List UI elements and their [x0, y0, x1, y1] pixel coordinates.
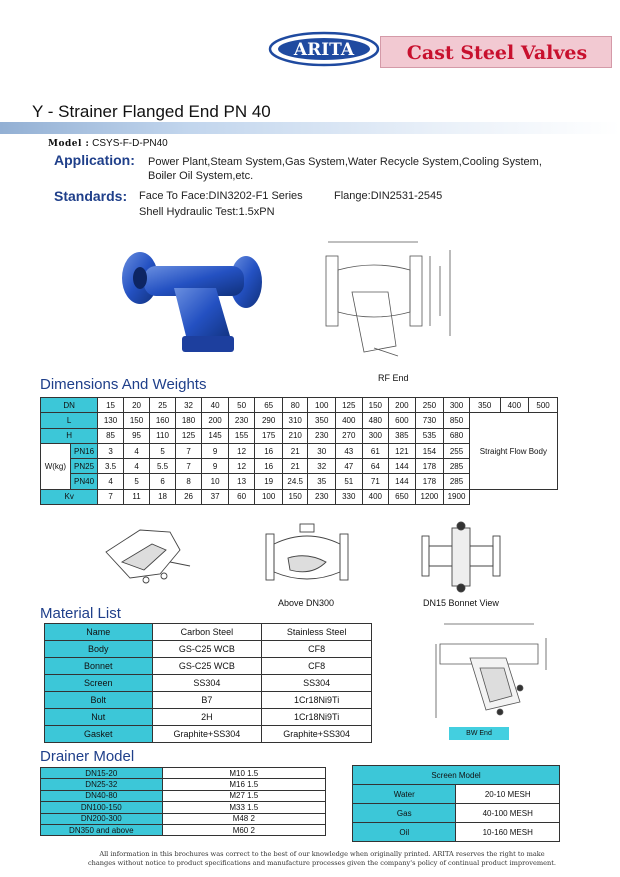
dim-pn16-cell: 7	[175, 443, 202, 458]
dim-pn40-cell: 4	[98, 474, 123, 489]
dim-kv-cell: 650	[389, 489, 416, 504]
dim-pn25-cell: 3.5	[98, 459, 123, 474]
dim-pn16-cell: 43	[336, 443, 363, 458]
application-line-2: Boiler Oil System,etc.	[148, 170, 254, 182]
dim-dn-cell: 50	[228, 398, 255, 413]
dim-pn25-cell: 16	[255, 459, 283, 474]
drainer-dn: DN100-150	[41, 802, 163, 813]
dim-l-cell: 230	[228, 413, 255, 428]
standard-flange: Flange:DIN2531-2545	[334, 190, 443, 202]
dim-label-kv: Kv	[41, 489, 98, 504]
dim-pn40-cell: 178	[415, 474, 444, 489]
dn15-bonnet-drawing	[420, 520, 502, 594]
dim-kv-cell: 7	[98, 489, 123, 504]
material-part: Gasket	[45, 726, 153, 743]
dim-label-dn: DN	[41, 398, 98, 413]
material-row	[45, 692, 372, 709]
dim-pn16-cell: 16	[255, 443, 283, 458]
dim-pn16-cell: 61	[362, 443, 389, 458]
dim-pn40-cell: 35	[308, 474, 336, 489]
material-col-carbon: Carbon Steel	[152, 624, 262, 641]
dim-l-cell: 350	[308, 413, 336, 428]
caption-above-dn300: Above DN300	[278, 598, 335, 608]
strainer-photo	[118, 240, 268, 360]
dim-l-cell: 180	[175, 413, 202, 428]
dim-kv-cell: 150	[282, 489, 307, 504]
dim-dn-cell: 200	[389, 398, 416, 413]
dim-pn16-cell: 255	[444, 443, 469, 458]
screen-row	[353, 785, 560, 804]
material-heading: Material List	[40, 605, 121, 622]
dim-l-cell: 150	[123, 413, 150, 428]
dim-pn16-cell: 154	[415, 443, 444, 458]
brand-title: Cast Steel Valves	[406, 42, 588, 64]
drainer-row	[41, 813, 326, 824]
dim-pn25-cell: 21	[282, 459, 307, 474]
dim-pn16-cell: 5	[150, 443, 175, 458]
drainer-row	[41, 824, 326, 835]
dim-dn-cell: 40	[202, 398, 229, 413]
dim-dn-cell: 400	[500, 398, 529, 413]
material-row	[45, 641, 372, 658]
dim-label-l: L	[41, 413, 98, 428]
drainer-thread: M27 1.5	[162, 790, 325, 801]
page-title: Y - Strainer Flanged End PN 40	[32, 102, 271, 121]
dim-pn25-cell: 178	[415, 459, 444, 474]
application-label: Application:	[54, 152, 135, 168]
material-part: Bolt	[45, 692, 153, 709]
dim-label-pn16: PN16	[70, 443, 98, 458]
dim-dn-cell: 15	[98, 398, 123, 413]
dim-kv-cell: 230	[308, 489, 336, 504]
dim-l-cell: 160	[150, 413, 175, 428]
dim-kv-cell: 100	[255, 489, 283, 504]
material-carbon: B7	[152, 692, 262, 709]
dim-pn25-cell: 285	[444, 459, 469, 474]
dim-pn40-cell: 285	[444, 474, 469, 489]
dim-l-cell: 480	[362, 413, 389, 428]
dim-label-h: H	[41, 428, 98, 443]
material-carbon: Graphite+SS304	[152, 726, 262, 743]
screen-medium: Water	[353, 785, 456, 804]
dim-pn25-cell: 7	[175, 459, 202, 474]
drainer-row	[41, 768, 326, 779]
screen-row	[353, 804, 560, 823]
dim-kv-cell: 1200	[415, 489, 444, 504]
material-row	[45, 675, 372, 692]
dim-label-weight: W(kg)	[41, 443, 71, 489]
model-line	[48, 138, 168, 149]
dim-h-cell: 210	[282, 428, 307, 443]
brand-banner	[380, 36, 612, 68]
dim-pn16-cell: 3	[98, 443, 123, 458]
dim-h-cell: 95	[123, 428, 150, 443]
material-carbon: 2H	[152, 709, 262, 726]
standards-label: Standards:	[54, 188, 128, 204]
dim-h-cell: 270	[336, 428, 363, 443]
dim-pn40-cell: 24.5	[282, 474, 307, 489]
dim-pn16-cell: 121	[389, 443, 416, 458]
screen-model-heading: Screen Model	[353, 766, 560, 785]
dim-dn-cell: 25	[150, 398, 175, 413]
dim-pn40-cell: 19	[255, 474, 283, 489]
dim-l-cell: 400	[336, 413, 363, 428]
material-stainless: CF8	[262, 658, 372, 675]
dim-dn-cell: 100	[308, 398, 336, 413]
dim-h-cell: 110	[150, 428, 175, 443]
dim-l-cell: 730	[415, 413, 444, 428]
material-stainless: 1Cr18Ni9Ti	[262, 692, 372, 709]
dim-kv-cell: 400	[362, 489, 389, 504]
screen-model-table	[352, 765, 560, 842]
material-part: Nut	[45, 709, 153, 726]
material-stainless: SS304	[262, 675, 372, 692]
dimensions-heading: Dimensions And Weights	[40, 376, 207, 393]
dim-label-pn25: PN25	[70, 459, 98, 474]
screen-medium: Oil	[353, 823, 456, 842]
dim-h-cell: 85	[98, 428, 123, 443]
dim-pn25-cell: 4	[123, 459, 150, 474]
bw-end-drawing	[430, 618, 560, 720]
dim-pn40-cell: 5	[123, 474, 150, 489]
dim-pn40-cell: 144	[389, 474, 416, 489]
dim-h-cell: 125	[175, 428, 202, 443]
footer-line-1: All information in this brochures was correct to the best of our knowledge when originally printed. ARITA reserves the right to make	[99, 850, 545, 858]
dim-pn25-cell: 47	[336, 459, 363, 474]
dim-row-dn	[41, 398, 558, 413]
dim-h-cell: 300	[362, 428, 389, 443]
model-value: CSYS-F-D-PN40	[92, 138, 168, 149]
dim-h-cell: 230	[308, 428, 336, 443]
caption-dn15-bonnet: DN15 Bonnet View	[423, 598, 499, 608]
material-col-stainless: Stainless Steel	[262, 624, 372, 641]
above-dn300-drawing	[262, 522, 352, 592]
title-divider	[0, 122, 620, 134]
dim-h-cell: 175	[255, 428, 283, 443]
dim-kv-cell: 11	[123, 489, 150, 504]
dim-pn16-cell: 30	[308, 443, 336, 458]
dim-pn16-cell: 4	[123, 443, 150, 458]
dim-l-cell: 850	[444, 413, 469, 428]
dim-dn-cell: 350	[469, 398, 500, 413]
dim-kv-cell: 1900	[444, 489, 469, 504]
material-row	[45, 709, 372, 726]
dim-pn40-cell: 6	[150, 474, 175, 489]
dim-h-cell: 680	[444, 428, 469, 443]
material-carbon: GS-C25 WCB	[152, 641, 262, 658]
screen-row	[353, 823, 560, 842]
dim-dn-cell: 150	[362, 398, 389, 413]
material-header-row	[45, 624, 372, 641]
dim-dn-cell: 20	[123, 398, 150, 413]
dim-pn16-cell: 21	[282, 443, 307, 458]
drainer-thread: M10 1.5	[162, 768, 325, 779]
drainer-row	[41, 802, 326, 813]
dim-kv-cell: 37	[202, 489, 229, 504]
footer-line-2: changes without notice to product specifications and manufacture processes given the company's policy of continual product improvement.	[87, 859, 557, 867]
footer-disclaimer	[72, 850, 572, 868]
application-line-1: Power Plant,Steam System,Gas System,Water Recycle System,Cooling System,	[148, 156, 542, 168]
dim-pn25-cell: 12	[228, 459, 255, 474]
caption-rf-end: RF End	[378, 373, 409, 383]
logo-text: ARITA	[293, 40, 355, 60]
drainer-row	[41, 790, 326, 801]
dim-dn-cell: 500	[529, 398, 558, 413]
screen-mesh: 20-10 MESH	[456, 785, 560, 804]
bonnet-section-drawing	[100, 522, 198, 590]
dim-kv-cell: 60	[228, 489, 255, 504]
screen-header-row	[353, 766, 560, 785]
material-carbon: GS-C25 WCB	[152, 658, 262, 675]
drainer-thread: M16 1.5	[162, 779, 325, 790]
drainer-heading: Drainer Model	[40, 748, 135, 765]
drainer-dn: DN40-80	[41, 790, 163, 801]
drainer-dn: DN15-20	[41, 768, 163, 779]
dim-pn40-cell: 8	[175, 474, 202, 489]
dim-l-cell: 600	[389, 413, 416, 428]
drainer-table	[40, 767, 326, 836]
dim-l-cell: 290	[255, 413, 283, 428]
material-part: Body	[45, 641, 153, 658]
application-text	[148, 155, 608, 183]
dim-l-cell: 310	[282, 413, 307, 428]
drainer-thread: M60 2	[162, 824, 325, 835]
dim-dn-cell: 250	[415, 398, 444, 413]
dim-pn16-cell: 12	[228, 443, 255, 458]
dim-h-cell: 385	[389, 428, 416, 443]
dimensions-table	[40, 397, 558, 505]
drainer-thread: M33 1.5	[162, 802, 325, 813]
dim-pn40-cell: 10	[202, 474, 229, 489]
dim-l-cell: 200	[202, 413, 229, 428]
drainer-dn: DN200-300	[41, 813, 163, 824]
dim-pn40-cell: 51	[336, 474, 363, 489]
screen-mesh: 40-100 MESH	[456, 804, 560, 823]
standard-face: Face To Face:DIN3202-F1 Series	[139, 190, 303, 202]
material-part: Bonnet	[45, 658, 153, 675]
drainer-dn: DN25-32	[41, 779, 163, 790]
dim-h-cell: 155	[228, 428, 255, 443]
dim-dn-cell: 125	[336, 398, 363, 413]
material-part: Screen	[45, 675, 153, 692]
dim-pn40-cell: 13	[228, 474, 255, 489]
model-label: Model :	[48, 139, 90, 149]
dim-pn25-cell: 9	[202, 459, 229, 474]
dim-h-cell: 145	[202, 428, 229, 443]
straight-flow-note: Straight Flow Body	[469, 413, 557, 489]
screen-medium: Gas	[353, 804, 456, 823]
dim-pn25-cell: 64	[362, 459, 389, 474]
rf-end-drawing	[318, 236, 468, 366]
arita-logo	[268, 28, 380, 70]
material-carbon: SS304	[152, 675, 262, 692]
standard-test: Shell Hydraulic Test:1.5xPN	[139, 206, 275, 218]
dim-pn40-cell: 71	[362, 474, 389, 489]
drainer-dn: DN350 and above	[41, 824, 163, 835]
material-stainless: 1Cr18Ni9Ti	[262, 709, 372, 726]
dim-dn-cell: 300	[444, 398, 469, 413]
dim-kv-cell: 330	[336, 489, 363, 504]
dim-dn-cell: 80	[282, 398, 307, 413]
dim-pn25-cell: 144	[389, 459, 416, 474]
dim-pn25-cell: 5.5	[150, 459, 175, 474]
material-stainless: CF8	[262, 641, 372, 658]
dim-l-cell: 130	[98, 413, 123, 428]
drainer-row	[41, 779, 326, 790]
material-row	[45, 658, 372, 675]
dim-label-pn40: PN40	[70, 474, 98, 489]
material-row	[45, 726, 372, 743]
dim-kv-cell: 18	[150, 489, 175, 504]
material-table	[44, 623, 372, 743]
dim-pn16-cell: 9	[202, 443, 229, 458]
material-stainless: Graphite+SS304	[262, 726, 372, 743]
drainer-thread: M48 2	[162, 813, 325, 824]
dim-kv-cell: 26	[175, 489, 202, 504]
screen-mesh: 10-160 MESH	[456, 823, 560, 842]
caption-bw-end: BW End	[449, 727, 509, 740]
dim-pn25-cell: 32	[308, 459, 336, 474]
dim-h-cell: 535	[415, 428, 444, 443]
dim-row-kv	[41, 489, 558, 504]
dim-row-l	[41, 413, 558, 428]
material-col-name: Name	[45, 624, 153, 641]
dim-dn-cell: 65	[255, 398, 283, 413]
dim-dn-cell: 32	[175, 398, 202, 413]
